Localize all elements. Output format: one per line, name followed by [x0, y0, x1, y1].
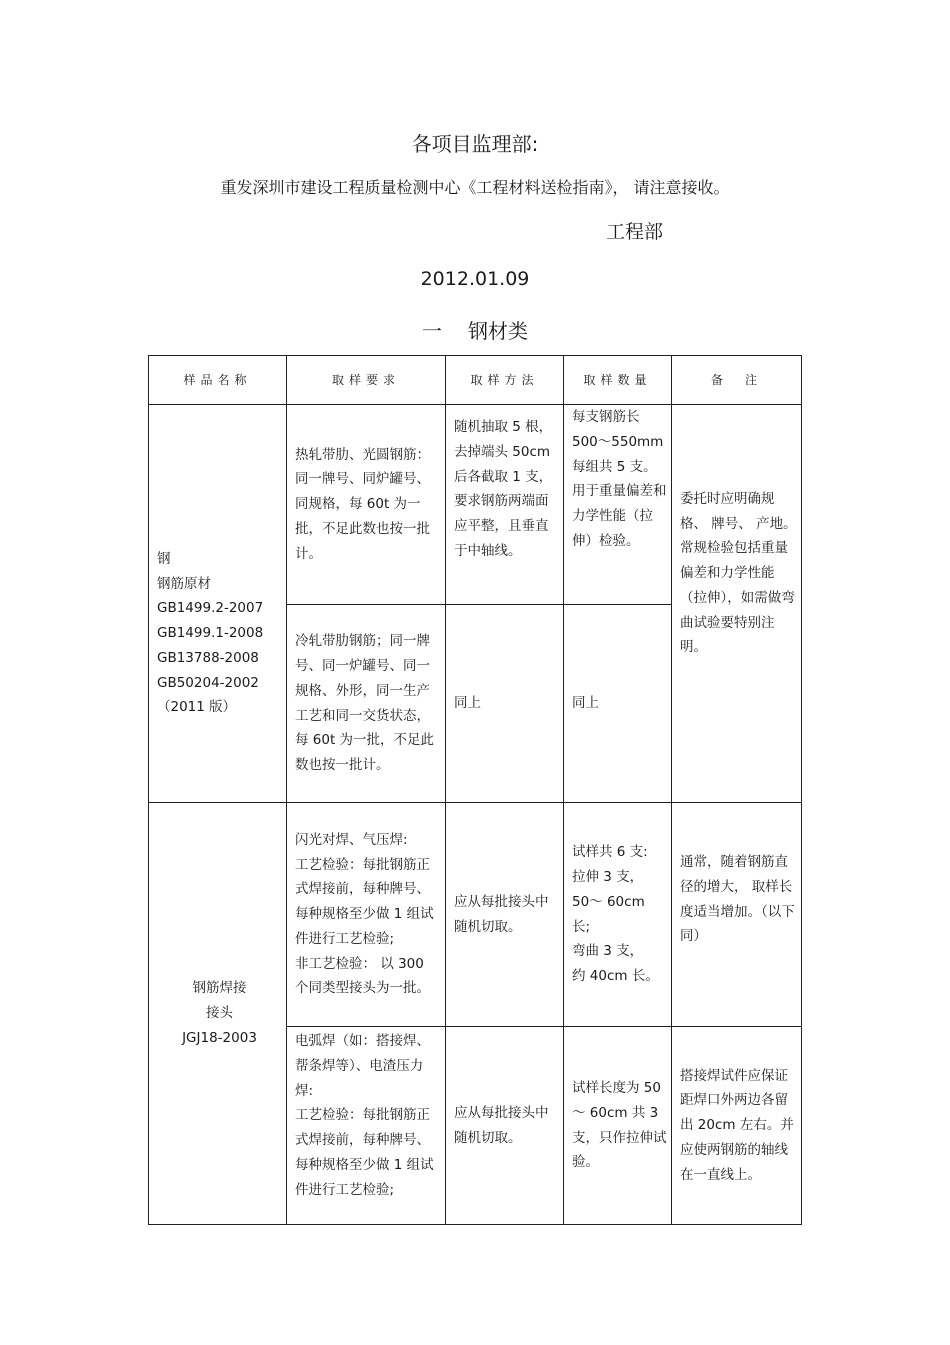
header-quantity: 取样数量 [564, 356, 672, 405]
requirement-cell: 闪光对焊、气压焊: 工艺检验：每批钢筋正式焊接前，每种牌号、每种规格至少做 1 组试件进行工艺检验; 非工艺检验： 以 300 个同类型接头为一批。 [287, 803, 446, 1027]
method-cell: 随机抽取 5 根，去掉端头 50cm后各截取 1 支，要求钢筋两端面应平整，且垂直于中轴线。 [446, 405, 564, 605]
section-number: 一 [422, 319, 442, 343]
header-requirement: 取样要求 [287, 356, 446, 405]
table-row [149, 803, 802, 1027]
quantity-cell: 试样共 6 支: 拉伸 3 支， 50～ 60cm 长; 弯曲 3 支， 约 40cm 长。 [564, 803, 672, 1027]
header-remark: 备 注 [672, 356, 802, 405]
method-cell: 应从每批接头中随机切取。 [446, 803, 564, 1027]
requirement-cell: 电弧焊（如：搭接焊、帮条焊等）、电渣压力焊: 工艺检验：每批钢筋正式焊接前，每种牌号、每种规格至少做 1 组试件进行工艺检验; [287, 1027, 446, 1225]
requirement-cell: 热轧带肋、光圆钢筋：同一牌号、同炉罐号、同规格，每 60t 为一批，不足此数也按一批计。 [287, 405, 446, 605]
document-date: 2012.01.09 [420, 268, 530, 290]
sample-name-weld-joint: 钢筋焊接 接头 JGJ18-2003 [149, 803, 287, 1225]
method-cell: 应从每批接头中随机切取。 [446, 1027, 564, 1225]
header-sample-name: 样品名称 [149, 356, 287, 405]
table-row [149, 405, 802, 605]
quantity-cell: 每支钢筋长 500～550mm 每组共 5 支。用于重量偏差和力学性能（拉伸）检验。 [564, 405, 672, 605]
quantity-cell: 同上 [564, 605, 672, 803]
remark-cell: 搭接焊试件应保证距焊口外两边各留出 20cm 左右。并应使两钢筋的轴线在一直线上。 [672, 1027, 802, 1225]
remark-cell: 委托时应明确规格、 牌号、 产地。常规检验包括重量偏差和力学性能（拉伸），如需做弯曲试验要特别注明。 [672, 405, 802, 803]
section-heading [0, 315, 950, 344]
section-title: 钢材类 [468, 319, 528, 343]
sample-name-rebar: 钢 钢筋原材 GB1499.2-2007 GB1499.1-2008 GB13788-2008 GB50204-2002 （2011 版） [149, 405, 287, 803]
table-header-row [149, 356, 802, 405]
salutation: 各项目监理部: [411, 132, 539, 156]
header-method: 取样方法 [446, 356, 564, 405]
sampling-table [148, 355, 802, 1225]
notice-text: 重发深圳市建设工程质量检测中心《工程材料送检指南》， 请注意接收。 [220, 178, 730, 197]
quantity-cell: 试样长度为 50～ 60cm 共 3支，只作拉伸试验。 [564, 1027, 672, 1225]
remark-cell: 通常，随着钢筋直径的增大， 取样长度适当增加。（以下同） [672, 803, 802, 1027]
method-cell: 同上 [446, 605, 564, 803]
department-signature: 工程部 [606, 221, 664, 243]
requirement-cell: 冷轧带肋钢筋；同一牌号、同一炉罐号、同一规格、外形，同一生产工艺和同一交货状态，每 60t 为一批，不足此数也按一批计。 [287, 605, 446, 803]
